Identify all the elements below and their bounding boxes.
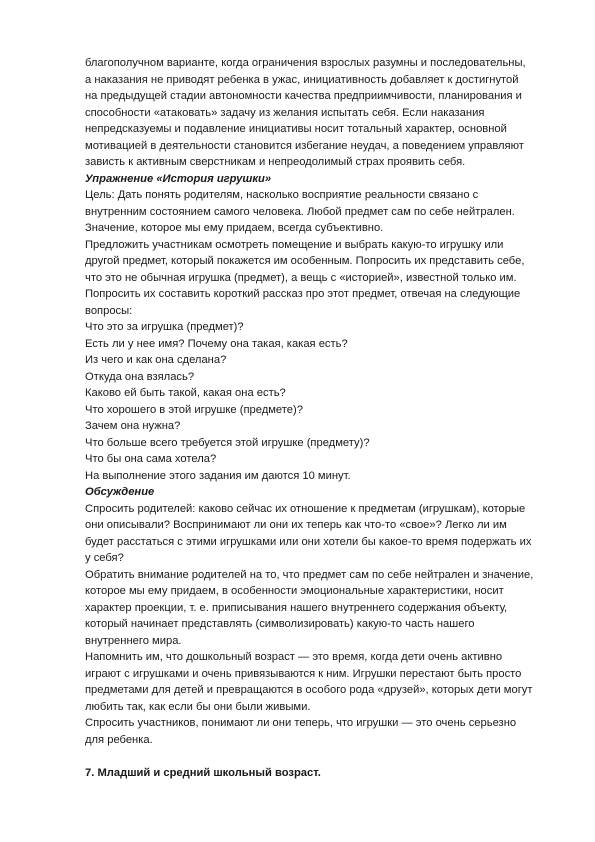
text-line: а наказания не приводят ребенка в ужас, инициативность добавляет к достигнутой xyxy=(85,73,519,86)
text-line: Спросить родителей: каково сейчас их отношение к предметам (игрушкам), которые xyxy=(85,502,526,515)
exercise-body xyxy=(85,187,560,484)
text-line: характер проекции, т. е. приписывания нашего внутреннего содержания объекту, xyxy=(85,601,508,614)
text-line: На выполнение этого задания им даются 10 минут. xyxy=(85,469,351,482)
text-line: вопросы: xyxy=(85,304,133,317)
text-line: Спросить участников, понимают ли они теперь, что игрушки — это очень серьезно xyxy=(85,717,517,729)
text-line: Каково ей быть такой, какая она есть? xyxy=(85,387,286,399)
text-line: Цель: Дать понять родителям, насколько восприятие реальности связано с xyxy=(85,189,479,201)
document-page xyxy=(85,55,560,781)
text-line: предметами для детей и превращаются в особого рода «друзей», которых дети могут xyxy=(85,684,533,696)
discussion-heading: Обсуждение xyxy=(85,486,155,498)
text-line: Откуда она взялась? xyxy=(85,370,195,383)
text-line: Попросить их составить короткий рассказ про этот предмет, отвечая на следующие xyxy=(85,288,521,300)
text-line: Обратить внимание родителей на то, что предмет сам по себе нейтрален и значение, xyxy=(85,568,534,581)
text-line: которое мы ему придаем, в особенности эмоциональные характеристики, носит xyxy=(85,585,504,597)
text-line: будет расстаться с этими игрушками или они хотели бы какое-то время подержать их xyxy=(85,535,532,548)
text-line: Что хорошего в этой игрушке (предмете)? xyxy=(85,403,303,416)
text-line: способности «атаковать» задачу из желания испытать себя. Если наказания xyxy=(85,106,485,119)
text-line: внутреннего мира. xyxy=(85,634,182,647)
text-line: благополучном варианте, когда ограничения взрослых разумны и последовательны, xyxy=(85,57,526,69)
text-line: что это не обычная игрушка (предмет), а вещь с «историей», известной только им. xyxy=(85,271,517,284)
section-heading: 7. Младший и средний школьный возраст. xyxy=(85,766,321,779)
intro-paragraph xyxy=(85,55,560,171)
exercise-heading: Упражнение «История игрушки» xyxy=(85,172,272,185)
text-line: Напомнить им, что дошкольный возраст — это время, когда дети очень активно xyxy=(85,651,503,663)
discussion-body xyxy=(85,501,560,749)
text-line: который начинает представлять (символизировать) какую-то часть нашего xyxy=(85,618,475,630)
text-line: Зачем она нужна? xyxy=(85,420,181,432)
text-line: у себя? xyxy=(85,552,124,564)
text-line: для ребенка. xyxy=(85,733,153,746)
text-line: Значение, которое мы ему придаем, всегда субъективно. xyxy=(85,222,384,234)
spacer xyxy=(85,748,560,765)
text-line: зависть к активным сверстникам и непреодолимый страх проявить себя. xyxy=(85,156,466,168)
text-line: они описывали? Воспринимают ли они их теперь как что-то «свое»? Легко ли им xyxy=(85,519,507,531)
text-line: мотивацией в деятельности становится избегание неудач, а поведением управляют xyxy=(85,139,524,152)
text-line: Что это за игрушка (предмет)? xyxy=(85,321,244,333)
text-line: Что больше всего требуется этой игрушке (предмету)? xyxy=(85,436,370,449)
text-line: другой предмет, который покажется им особенным. Попросить их представить себе, xyxy=(85,255,525,267)
text-line: на предыдущей стадии автономности качества предприимчивости, планирования и xyxy=(85,90,522,102)
text-line: непредсказуемы и подавление инициативы носит тотальный характер, основной xyxy=(85,123,507,135)
text-line: внутренним состоянием самого человека. Любой предмет сам по себе нейтрален. xyxy=(85,205,515,218)
text-line: Предложить участникам осмотреть помещение и выбрать какую-то игрушку или xyxy=(85,238,504,251)
text-line: Есть ли у нее имя? Почему она такая, какая есть? xyxy=(85,337,348,350)
text-line: Что бы она сама хотела? xyxy=(85,453,217,465)
text-line: Из чего и как она сделана? xyxy=(85,354,227,366)
text-line: любить так, как если бы они были живыми. xyxy=(85,700,311,713)
text-line: играют с игрушками и очень привязываются к ним. Игрушки перестают быть просто xyxy=(85,667,522,680)
